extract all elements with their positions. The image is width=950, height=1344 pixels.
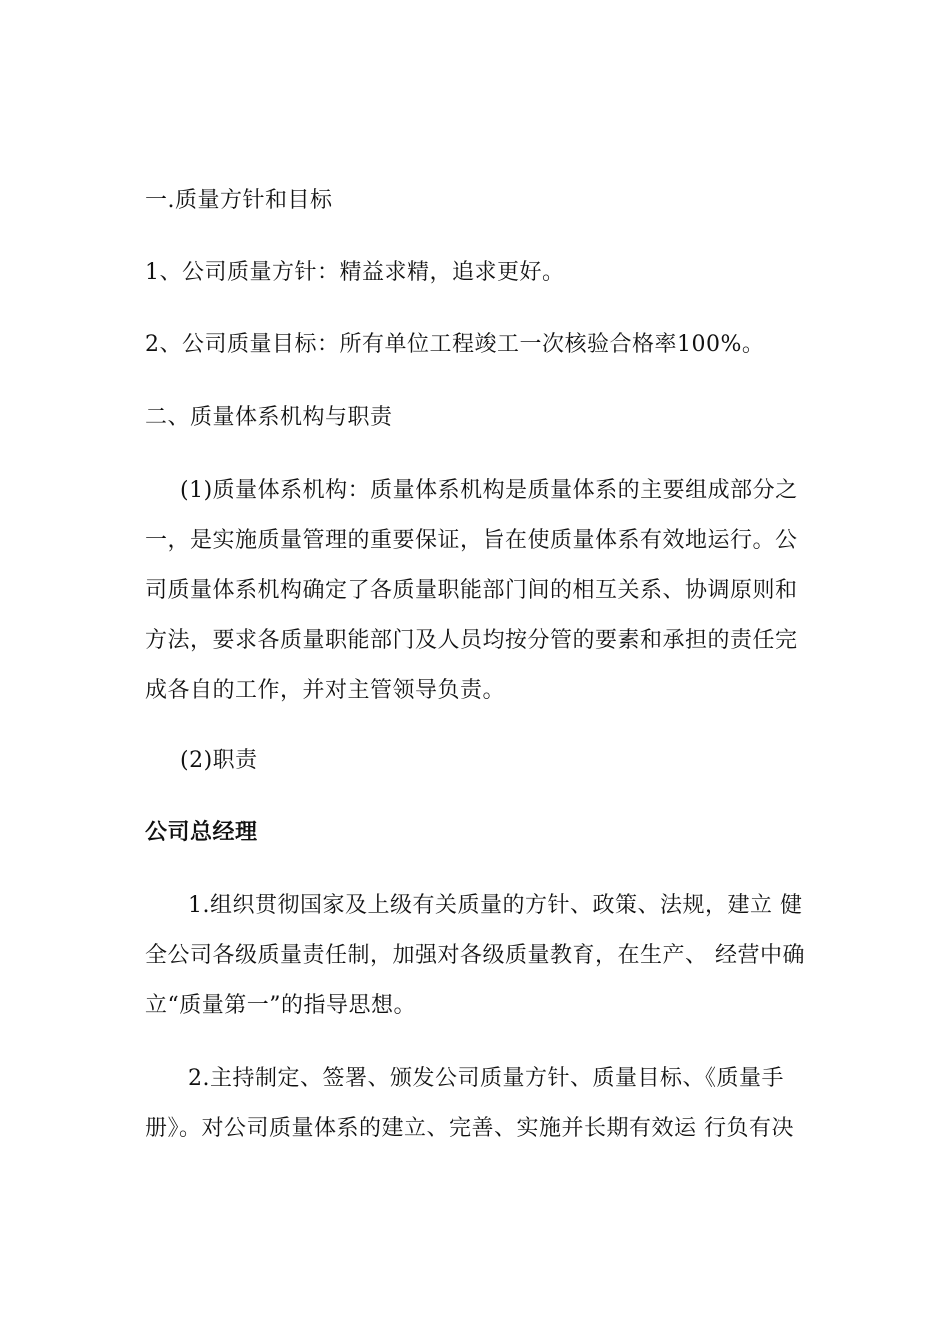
duty-2-line: 2.主持制定、签署、颁发公司质量方针、质量目标、《质量手: [188, 1066, 784, 1091]
org-paragraph-line: (1)质量体系机构：质量体系机构是质量体系的主要组成部分之: [180, 478, 798, 503]
section-heading-quality-policy: 一.质量方针和目标: [145, 188, 333, 213]
general-manager-title: 公司总经理: [145, 820, 258, 845]
org-paragraph-line: 方法，要求各质量职能部门及人员均按分管的要素和承担的责任完: [145, 628, 798, 653]
org-paragraph-line: 司质量体系机构确定了各质量职能部门间的相互关系、协调原则和: [145, 578, 798, 603]
section-heading-quality-system: 二、质量体系机构与职责: [145, 405, 393, 430]
org-paragraph-line: 一，是实施质量管理的重要保证，旨在使质量体系有效地运行。公: [145, 528, 798, 553]
duty-2-line: 册》。对公司质量体系的建立、完善、实施并长期有效运 行负有决: [145, 1116, 794, 1141]
duty-heading: (2)职责: [180, 748, 258, 773]
duty-1-line: 全公司各级质量责任制，加强对各级质量教育，在生产、 经营中确: [145, 943, 805, 968]
quality-policy-item: 1、公司质量方针：精益求精，追求更好。: [145, 260, 565, 285]
quality-target-item: 2、公司质量目标：所有单位工程竣工一次核验合格率100%。: [145, 332, 765, 357]
duty-1-line: 立“质量第一”的指导思想。: [145, 993, 416, 1018]
duty-1-line: 1.组织贯彻国家及上级有关质量的方针、政策、法规，建立 健: [188, 893, 803, 918]
org-paragraph-line: 成各自的工作，并对主管领导负责。: [145, 678, 506, 703]
